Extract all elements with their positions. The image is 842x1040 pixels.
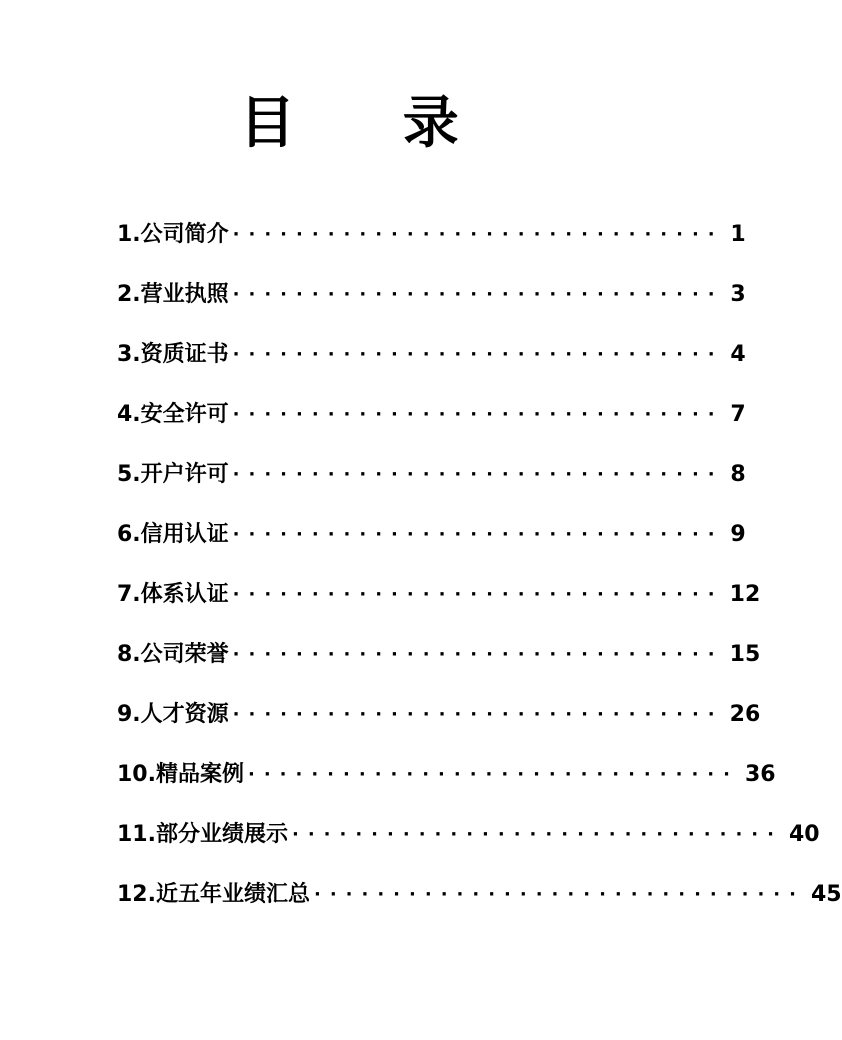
toc-dot-leader: ······························· — [291, 824, 783, 845]
toc-page-number: 36 — [744, 762, 776, 787]
toc-entry-label: 11.部分业绩展示 — [117, 822, 288, 847]
toc-dot-leader: ······························· — [232, 584, 724, 605]
toc-page-number: 3 — [730, 282, 746, 307]
toc-entry-talent-resources[interactable] — [117, 685, 761, 745]
toc-entry-label: 9.人才资源 — [117, 702, 229, 727]
toc-entry-qualification-certificates[interactable] — [117, 325, 746, 385]
toc-dot-leader: ······························· — [232, 524, 724, 545]
toc-page-number: 1 — [730, 222, 746, 247]
toc-dot-leader: ······························· — [232, 284, 724, 305]
toc-entry-featured-cases[interactable] — [117, 745, 776, 805]
toc-dot-leader: ······························· — [232, 704, 724, 725]
toc-entry-business-license[interactable] — [117, 265, 746, 325]
toc-entry-label: 2.营业执照 — [117, 282, 229, 307]
toc-dot-leader: ······························· — [232, 644, 724, 665]
toc-dot-leader: ······························· — [232, 464, 724, 485]
toc-entry-company-profile[interactable] — [117, 205, 746, 265]
toc-entry-label: 8.公司荣誉 — [117, 642, 229, 667]
toc-entry-label: 3.资质证书 — [117, 342, 229, 367]
toc-dot-leader: ······························· — [232, 344, 724, 365]
toc-page-number: 4 — [730, 342, 746, 367]
page-title: 目 录 — [239, 91, 503, 156]
toc-entry-label: 5.开户许可 — [117, 462, 229, 487]
toc-entry-safety-permit[interactable] — [117, 385, 746, 445]
toc-page-number: 8 — [730, 462, 746, 487]
toc-entry-account-opening-permit[interactable] — [117, 445, 746, 505]
toc-dot-leader: ······························· — [232, 224, 724, 245]
toc-entry-label: 7.体系认证 — [117, 582, 229, 607]
toc-entry-label: 6.信用认证 — [117, 522, 229, 547]
toc-dot-leader: ······························· — [247, 764, 739, 785]
toc-dot-leader: ······························· — [313, 884, 805, 905]
toc-entry-label: 4.安全许可 — [117, 402, 229, 427]
toc-page-number: 9 — [730, 522, 746, 547]
toc-page-number: 7 — [730, 402, 746, 427]
toc-page-number: 12 — [729, 582, 761, 607]
toc-page-number: 26 — [729, 702, 761, 727]
toc-entry-selected-performance[interactable] — [117, 805, 820, 865]
toc-entry-five-year-performance-summary[interactable] — [117, 865, 842, 925]
toc-page-number: 45 — [810, 882, 842, 907]
table-of-contents — [117, 205, 842, 925]
toc-page-number: 15 — [729, 642, 761, 667]
toc-entry-label: 12.近五年业绩汇总 — [117, 882, 310, 907]
toc-entry-label: 1.公司简介 — [117, 222, 229, 247]
toc-entry-company-honors[interactable] — [117, 625, 761, 685]
toc-dot-leader: ······························· — [232, 404, 724, 425]
toc-entry-label: 10.精品案例 — [117, 762, 244, 787]
toc-page-number: 40 — [788, 822, 820, 847]
toc-entry-system-certification[interactable] — [117, 565, 761, 625]
toc-entry-credit-certification[interactable] — [117, 505, 746, 565]
